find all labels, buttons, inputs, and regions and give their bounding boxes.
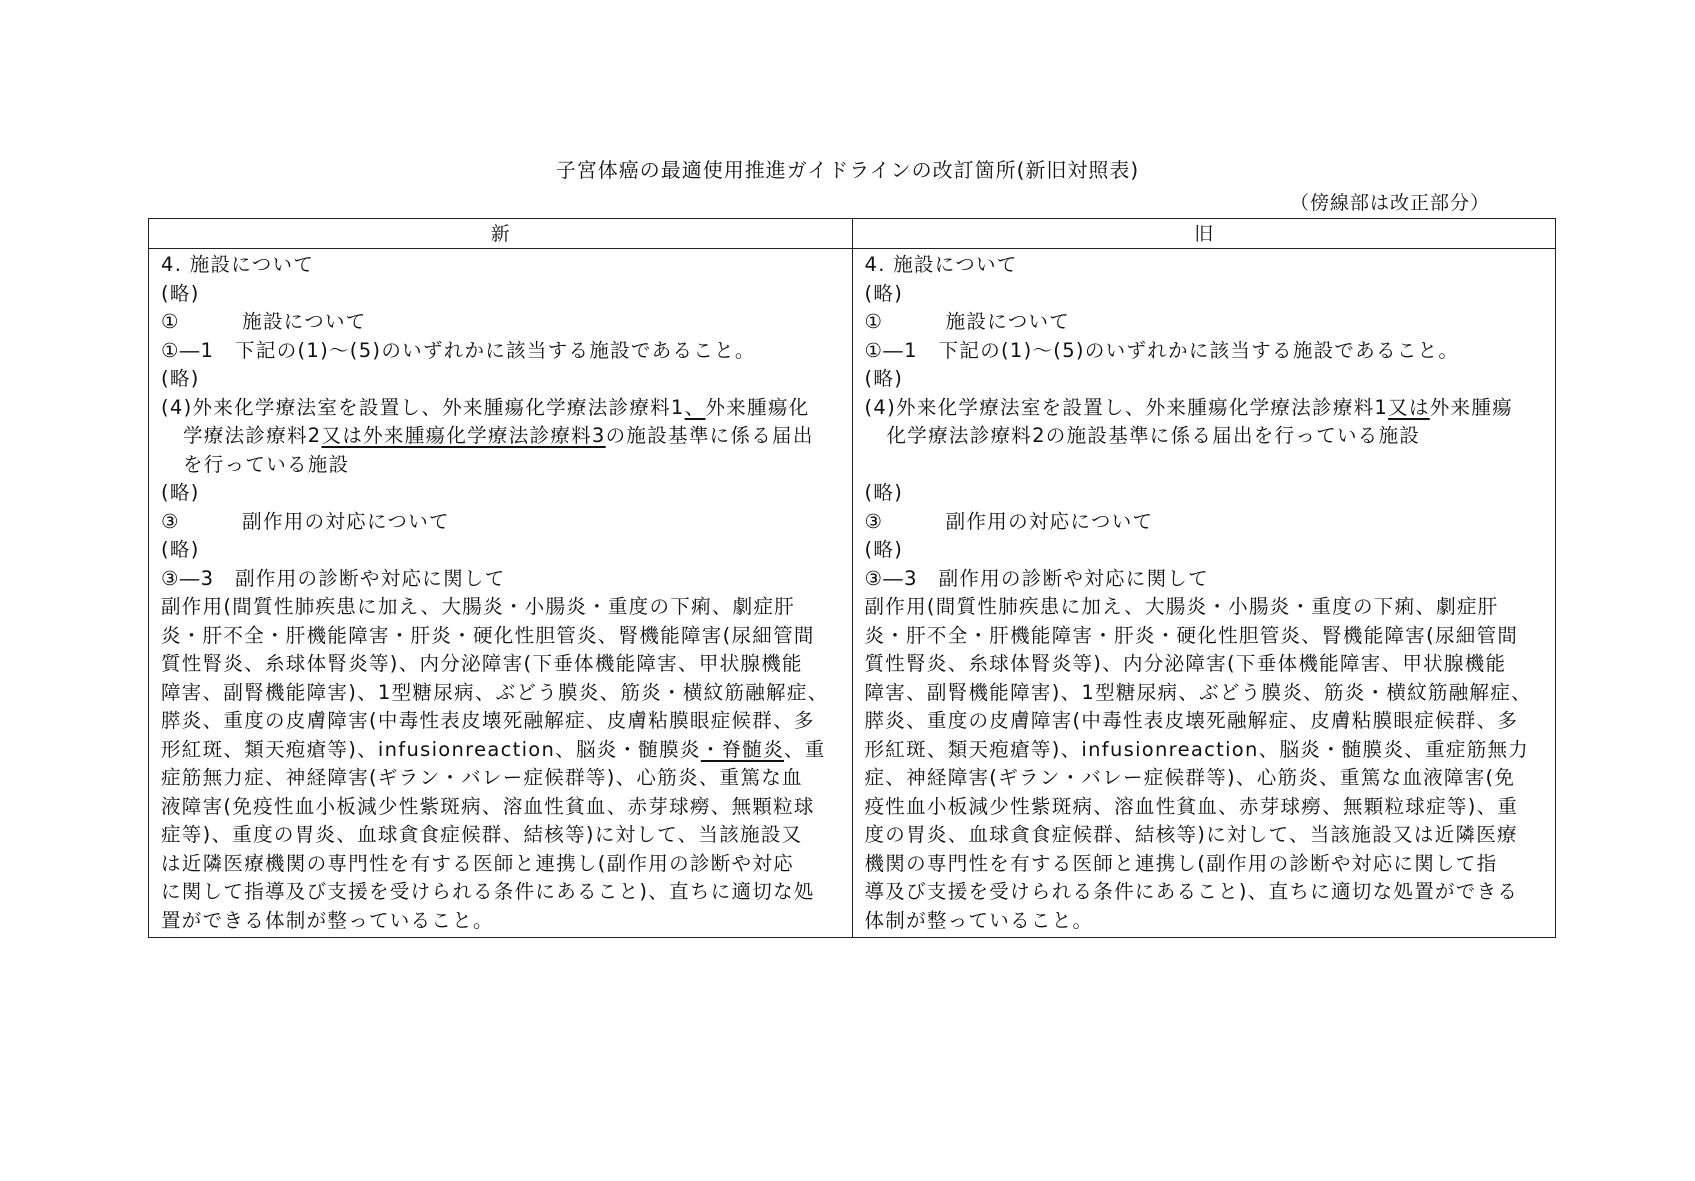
text-segment: に関して指導及び支援を受けられる条件にあること)、直ちに適切な処 <box>161 880 815 903</box>
text-segment: 外来腫瘍 <box>1429 395 1513 419</box>
text-segment: 副作用(間質性肺疾患に加え、大腸炎・小腸炎・重度の下痢、劇症肝 <box>161 595 796 618</box>
text-segment: 炎・肝不全・肝機能障害・肝炎・硬化性胆管炎、腎機能障害(尿細管間 <box>864 623 1519 647</box>
text-line <box>865 764 1546 793</box>
text-segment: ③ 副作用の対応について <box>161 509 450 533</box>
text-line <box>161 451 842 480</box>
text-segment: ① 施設について <box>864 310 1071 333</box>
text-line <box>161 394 842 423</box>
text-segment: 膵炎、重度の皮膚障害(中毒性表皮壊死融解症、皮膚粘膜眼症候群、多 <box>161 709 815 732</box>
header-old: 旧 <box>852 219 1556 249</box>
text-line <box>161 251 842 280</box>
text-segment: 体制が整っていること。 <box>864 908 1094 932</box>
text-line <box>865 736 1546 765</box>
text-segment: 、重 <box>784 737 826 761</box>
text-segment: を行っている施設 <box>183 452 350 476</box>
text-segment: 外来腫瘍化 <box>705 395 810 419</box>
text-line <box>161 707 842 736</box>
text-segment: 置ができる体制が整っていること。 <box>161 908 494 932</box>
text-segment: 機関の専門性を有する医師と連携し(副作用の診断や対応に関して指 <box>864 851 1498 875</box>
text-line <box>161 850 842 879</box>
revised-text: 又は <box>1388 395 1430 419</box>
text-segment: 障害、副腎機能障害)、1型糖尿病、ぶどう膜炎、筋炎・横紋筋融解症、 <box>864 680 1532 704</box>
text-segment: (略) <box>864 281 904 305</box>
text-line <box>865 793 1546 822</box>
text-segment: ③ 副作用の対応について <box>864 509 1154 533</box>
text-segment: ③―3 副作用の診断や対応に関して <box>161 566 506 590</box>
text-line <box>161 479 842 508</box>
text-line <box>865 907 1546 936</box>
text-line <box>161 337 842 366</box>
text-line <box>161 907 842 936</box>
text-line <box>161 793 842 822</box>
text-segment: 質性腎炎、糸球体腎炎等)、内分泌障害(下垂体機能障害、甲状腺機能 <box>161 652 803 675</box>
text-line <box>865 479 1546 508</box>
text-segment: 障害、副腎機能障害)、1型糖尿病、ぶどう膜炎、筋炎・横紋筋融解症、 <box>161 680 829 704</box>
text-line <box>865 280 1546 309</box>
text-segment: 導及び支援を受けられる条件にあること)、直ちに適切な処置ができる <box>864 880 1519 903</box>
text-line <box>161 565 842 594</box>
text-line <box>865 821 1546 850</box>
text-line <box>865 365 1546 394</box>
text-segment: は近隣医療機関の専門性を有する医師と連携し(副作用の診断や対応 <box>161 851 794 875</box>
text-line <box>865 451 1546 480</box>
text-line <box>865 422 1546 451</box>
text-segment: 炎・肝不全・肝機能障害・肝炎・硬化性胆管炎、腎機能障害(尿細管間 <box>161 623 815 647</box>
text-segment: ①―1 下記の(1)～(5)のいずれかに該当する施設であること。 <box>161 338 756 362</box>
revised-text: 又は外来腫瘍化学療法診療料3 <box>321 424 606 447</box>
text-segment: の施設基準に係る届出 <box>605 424 814 447</box>
text-line <box>161 308 842 337</box>
text-segment: ① 施設について <box>161 310 367 333</box>
text-segment: (略) <box>161 367 200 390</box>
text-segment: 疫性血小板減少性紫斑病、溶血性貧血、赤芽球癆、無顆粒球症等)、重 <box>864 794 1519 818</box>
text-segment: (略) <box>161 281 200 305</box>
text-segment: (略) <box>161 538 200 561</box>
text-segment: 学療法診療料2 <box>183 424 322 447</box>
text-segment: 形紅斑、類天疱瘡等)、infusionreaction、脳炎・髄膜炎 <box>161 737 701 761</box>
underline-note: （傍線部は改正部分） <box>1289 192 1490 214</box>
header-new: 新 <box>149 219 853 249</box>
text-line <box>865 251 1546 280</box>
text-line <box>865 308 1546 337</box>
text-segment: (略) <box>864 481 904 504</box>
text-line <box>865 650 1546 679</box>
text-line <box>161 536 842 565</box>
text-line <box>161 736 842 765</box>
text-line <box>161 280 842 309</box>
text-line <box>865 337 1546 366</box>
text-line <box>865 679 1546 708</box>
text-line <box>161 679 842 708</box>
text-segment: 形紅斑、類天疱瘡等)、infusionreaction、脳炎・髄膜炎、重症筋無力 <box>864 737 1530 761</box>
text-line <box>161 422 842 451</box>
text-line <box>161 821 842 850</box>
new-column <box>149 249 853 938</box>
revised-text: 、 <box>684 395 706 419</box>
text-line <box>865 565 1546 594</box>
text-line <box>865 622 1546 651</box>
old-column <box>852 249 1556 938</box>
text-segment: (4)外来化学療法室を設置し、外来腫瘍化学療法診療料1 <box>864 395 1389 419</box>
text-segment: 化学療法診療料2の施設基準に係る届出を行っている施設 <box>886 424 1421 447</box>
text-line <box>865 593 1546 622</box>
text-segment: (略) <box>864 367 904 390</box>
text-line <box>161 593 842 622</box>
text-segment: 4. 施設について <box>161 253 315 276</box>
text-segment: 液障害(免疫性血小板減少性紫斑病、溶血性貧血、赤芽球癆、無顆粒球 <box>161 794 815 818</box>
text-segment: 質性腎炎、糸球体腎炎等)、内分泌障害(下垂体機能障害、甲状腺機能 <box>864 652 1507 675</box>
text-segment: ①―1 下記の(1)～(5)のいずれかに該当する施設であること。 <box>864 338 1460 362</box>
text-line <box>865 394 1546 423</box>
text-segment: 度の胃炎、血球貪食症候群、結核等)に対して、当該施設又は近隣医療 <box>864 823 1518 846</box>
text-line <box>865 707 1546 736</box>
text-segment: (略) <box>161 481 200 504</box>
text-segment: ③―3 副作用の診断や対応に関して <box>864 566 1209 590</box>
document-title: 子宮体癌の最適使用推進ガイドラインの改訂箇所(新旧対照表) <box>555 158 1140 182</box>
text-line <box>161 365 842 394</box>
text-segment: 症、神経障害(ギラン・バレー症候群等)、心筋炎、重篤な血液障害(免 <box>864 766 1516 789</box>
text-segment: 膵炎、重度の皮膚障害(中毒性表皮壊死融解症、皮膚粘膜眼症候群、多 <box>864 709 1519 732</box>
revised-text: ・脊髄炎 <box>700 737 784 761</box>
text-line <box>865 536 1546 565</box>
text-segment: 4. 施設について <box>864 253 1018 276</box>
text-line <box>161 508 842 537</box>
comparison-table <box>148 218 1556 938</box>
text-line <box>161 764 842 793</box>
text-line <box>161 878 842 907</box>
text-line <box>865 508 1546 537</box>
text-segment: 症等)、重度の胃炎、血球貪食症候群、結核等)に対して、当該施設又 <box>161 823 803 846</box>
text-segment: (4)外来化学療法室を設置し、外来腫瘍化学療法診療料1 <box>161 395 685 419</box>
text-line <box>161 622 842 651</box>
text-segment: (略) <box>864 538 904 561</box>
text-line <box>161 650 842 679</box>
text-line <box>865 850 1546 879</box>
text-segment: 症筋無力症、神経障害(ギラン・バレー症候群等)、心筋炎、重篤な血 <box>161 766 803 789</box>
text-segment: 副作用(間質性肺疾患に加え、大腸炎・小腸炎・重度の下痢、劇症肝 <box>864 595 1499 618</box>
text-line <box>865 878 1546 907</box>
